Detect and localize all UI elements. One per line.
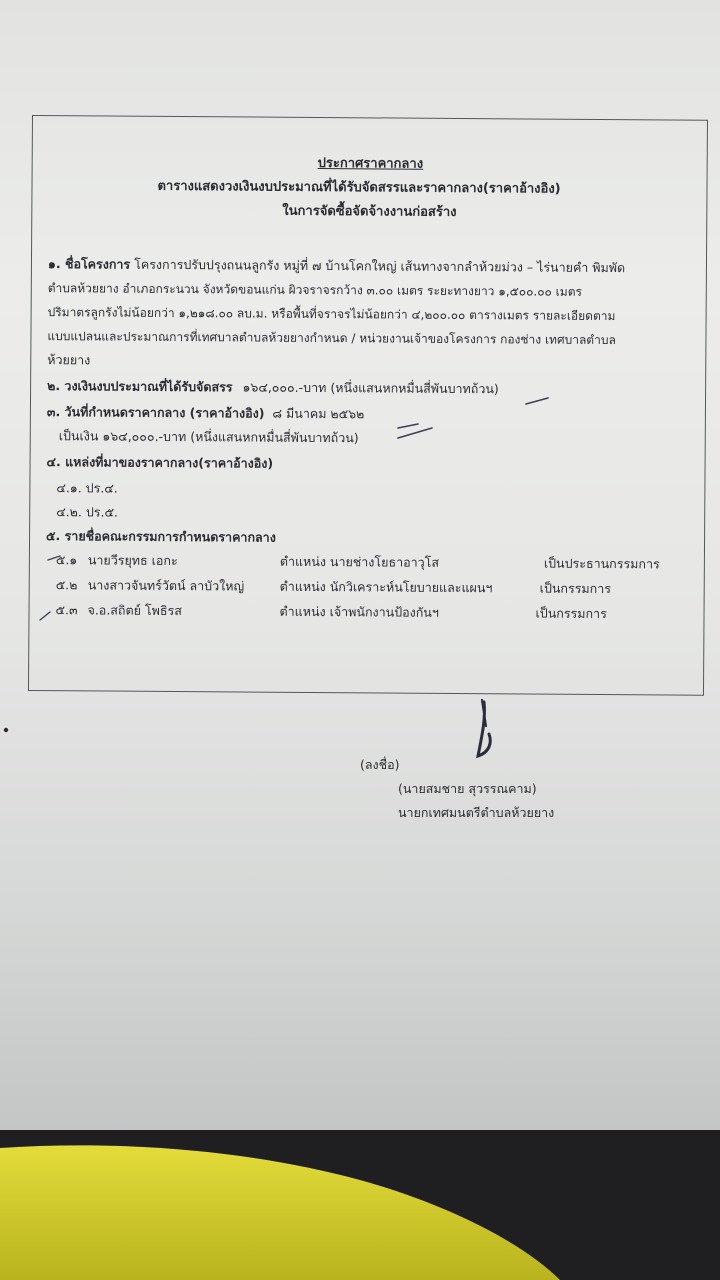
sign-label: (ลงชื่อ) (360, 757, 400, 772)
doc-title: ประกาศราคากลาง (317, 155, 424, 172)
committee-no: ๕.๒ (55, 577, 78, 593)
committee-role: เป็นประธานกรรมการ (543, 555, 660, 572)
section-3-label: ๓. วันที่กำหนดราคากลาง (ราคาอ้างอิง) (46, 404, 265, 421)
signature-mark (478, 700, 490, 756)
committee-name: นางสาวจันทร์วัตน์ ลาบัวใหญ่ (87, 577, 245, 594)
project-line-2: ตำบลห้วยยาง อำเภอกระนวน จังหวัดขอนแก่น ผิวจราจรกว้าง ๓.๐๐ เมตร ระยะทางยาว ๑,๕๐๐.๐๐ เมตร (47, 281, 583, 299)
reference-date: ๘ มีนาคม ๒๕๖๒ (272, 405, 365, 422)
signer-title: นายกเทศมนตรีตำบลห้วยยาง (398, 805, 555, 820)
section-5-label: ๕. รายชื่อคณะกรรมการกำหนดราคากลาง (46, 528, 276, 545)
project-line-4: แบบแปลนและประมาณการที่เทศบาลตำบลห้วยยางกำหนด / หน่วยงานเจ้าของโครงการ กองช่าง เทศบาลตำบล (47, 329, 616, 348)
project-line-5: ห้วยยาง (47, 352, 91, 368)
reference-price: เป็นเงิน ๑๖๔,๐๐๐.-บาท (หนึ่งแสนหกหมื่นสี่พันบาทถ้วน) (58, 428, 359, 446)
doc-subtitle-2: ในการจัดซื้อจัดจ้างงานก่อสร้าง (282, 203, 457, 220)
committee-role: เป็นกรรมการ (535, 605, 607, 622)
signer-name: (นายสมชาย สุวรรณคาม) (398, 781, 537, 796)
committee-role: เป็นกรรมการ (539, 580, 612, 597)
source-item-2: ๔.๒. ปร.๕. (56, 504, 118, 520)
budget-value: ๑๖๔,๐๐๐.-บาท (หนึ่งแสนหกหมื่นสี่พันบาทถ้วน) (242, 379, 499, 397)
committee-name: นายวีรยุทธ เอกะ (87, 552, 178, 569)
committee-no: ๕.๓ (55, 602, 78, 618)
project-line-1: โครงการปรับปรุงถนนลูกรัง หมู่ที่ ๗ บ้านโคกใหญ่ เส้นทางจากลำห้วยม่วง – ไร่นายคำ พิมพัด (134, 256, 626, 276)
section-2-label: ๒. วงเงินงบประมาณที่ได้รับจัดสรร (47, 378, 233, 395)
committee-no: ๕.๑ (55, 552, 78, 568)
committee-position: ตำแหน่ง นักวิเคราะห์นโยบายและแผนฯ (279, 578, 493, 596)
yellow-cloth (0, 1140, 720, 1280)
doc-subtitle-1: ตารางแสดงวงเงินงบประมาณที่ได้รับจัดสรรและราคากลาง(ราคาอ้างอิง) (157, 178, 561, 197)
committee-position: ตำแหน่ง นายช่างโยธาอาวุโส (279, 553, 440, 570)
project-line-3: ปริมาตรลูกรังไม่น้อยกว่า ๑,๒๑๘.๐๐ ลบ.ม. หรือพื้นที่จราจรไม่น้อยกว่า ๔,๒๐๐.๐๐ ตารางเมตร รายละเอียดตาม (47, 305, 616, 324)
section-1-label: ๑. ชื่อโครงการ (47, 256, 131, 272)
source-item-1: ๔.๑. ปร.๔. (56, 480, 118, 496)
committee-position: ตำแหน่ง เจ้าพนักงานป้องกันฯ (279, 603, 439, 620)
section-4-label: ๔. แหล่งที่มาของราคากลาง(ราคาอ้างอิง) (46, 454, 274, 471)
committee-name: จ.อ.สถิตย์ โพธิรส (87, 602, 182, 619)
